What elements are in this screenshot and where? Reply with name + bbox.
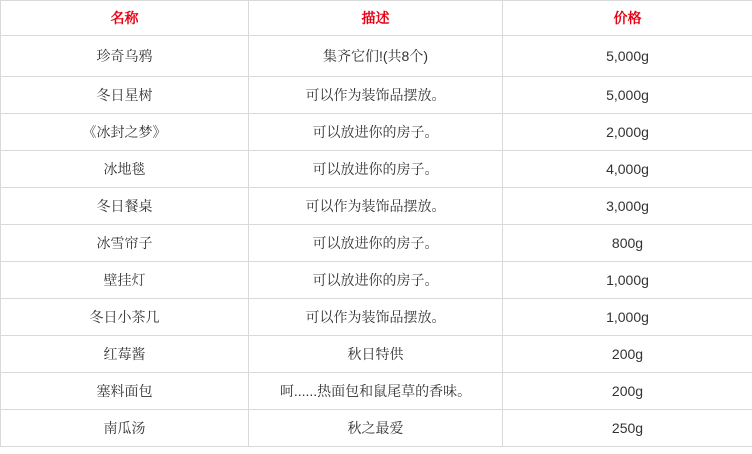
table-row xyxy=(1,188,752,225)
cell-name: 冰雪帘子 xyxy=(1,225,249,262)
table-row xyxy=(1,410,752,447)
cell-description: 可以放进你的房子。 xyxy=(249,151,503,188)
table-row xyxy=(1,36,752,77)
column-header-price: 价格 xyxy=(503,1,752,36)
cell-description: 可以放进你的房子。 xyxy=(249,225,503,262)
cell-name: 冬日星树 xyxy=(1,77,249,114)
table-row xyxy=(1,114,752,151)
cell-price: 2,000g xyxy=(503,114,752,151)
cell-name: 壁挂灯 xyxy=(1,262,249,299)
cell-description: 可以放进你的房子。 xyxy=(249,114,503,151)
cell-description: 呵......热面包和鼠尾草的香味。 xyxy=(249,373,503,410)
table-row xyxy=(1,151,752,188)
cell-description: 可以作为装饰品摆放。 xyxy=(249,299,503,336)
cell-name: 冰地毯 xyxy=(1,151,249,188)
column-header-description: 描述 xyxy=(249,1,503,36)
cell-price: 200g xyxy=(503,336,752,373)
cell-price: 800g xyxy=(503,225,752,262)
table-row xyxy=(1,336,752,373)
table-row xyxy=(1,299,752,336)
table-row xyxy=(1,77,752,114)
cell-description: 秋之最爱 xyxy=(249,410,503,447)
cell-description: 可以作为装饰品摆放。 xyxy=(249,188,503,225)
table-body xyxy=(1,36,752,447)
cell-price: 3,000g xyxy=(503,188,752,225)
cell-price: 200g xyxy=(503,373,752,410)
cell-name: 塞料面包 xyxy=(1,373,249,410)
column-header-name: 名称 xyxy=(1,1,249,36)
cell-description: 集齐它们!(共8个) xyxy=(249,36,503,77)
cell-name: 《冰封之梦》 xyxy=(1,114,249,151)
table-header-row xyxy=(1,1,752,36)
cell-price: 1,000g xyxy=(503,299,752,336)
table-header xyxy=(1,1,752,36)
cell-name: 珍奇乌鸦 xyxy=(1,36,249,77)
cell-description: 可以放进你的房子。 xyxy=(249,262,503,299)
cell-name: 南瓜汤 xyxy=(1,410,249,447)
table-row xyxy=(1,225,752,262)
table-row xyxy=(1,373,752,410)
cell-description: 可以作为装饰品摆放。 xyxy=(249,77,503,114)
cell-name: 冬日小茶几 xyxy=(1,299,249,336)
cell-price: 1,000g xyxy=(503,262,752,299)
cell-price: 5,000g xyxy=(503,77,752,114)
cell-price: 5,000g xyxy=(503,36,752,77)
cell-price: 250g xyxy=(503,410,752,447)
cell-name: 红莓酱 xyxy=(1,336,249,373)
cell-name: 冬日餐桌 xyxy=(1,188,249,225)
cell-description: 秋日特供 xyxy=(249,336,503,373)
cell-price: 4,000g xyxy=(503,151,752,188)
table-row xyxy=(1,262,752,299)
